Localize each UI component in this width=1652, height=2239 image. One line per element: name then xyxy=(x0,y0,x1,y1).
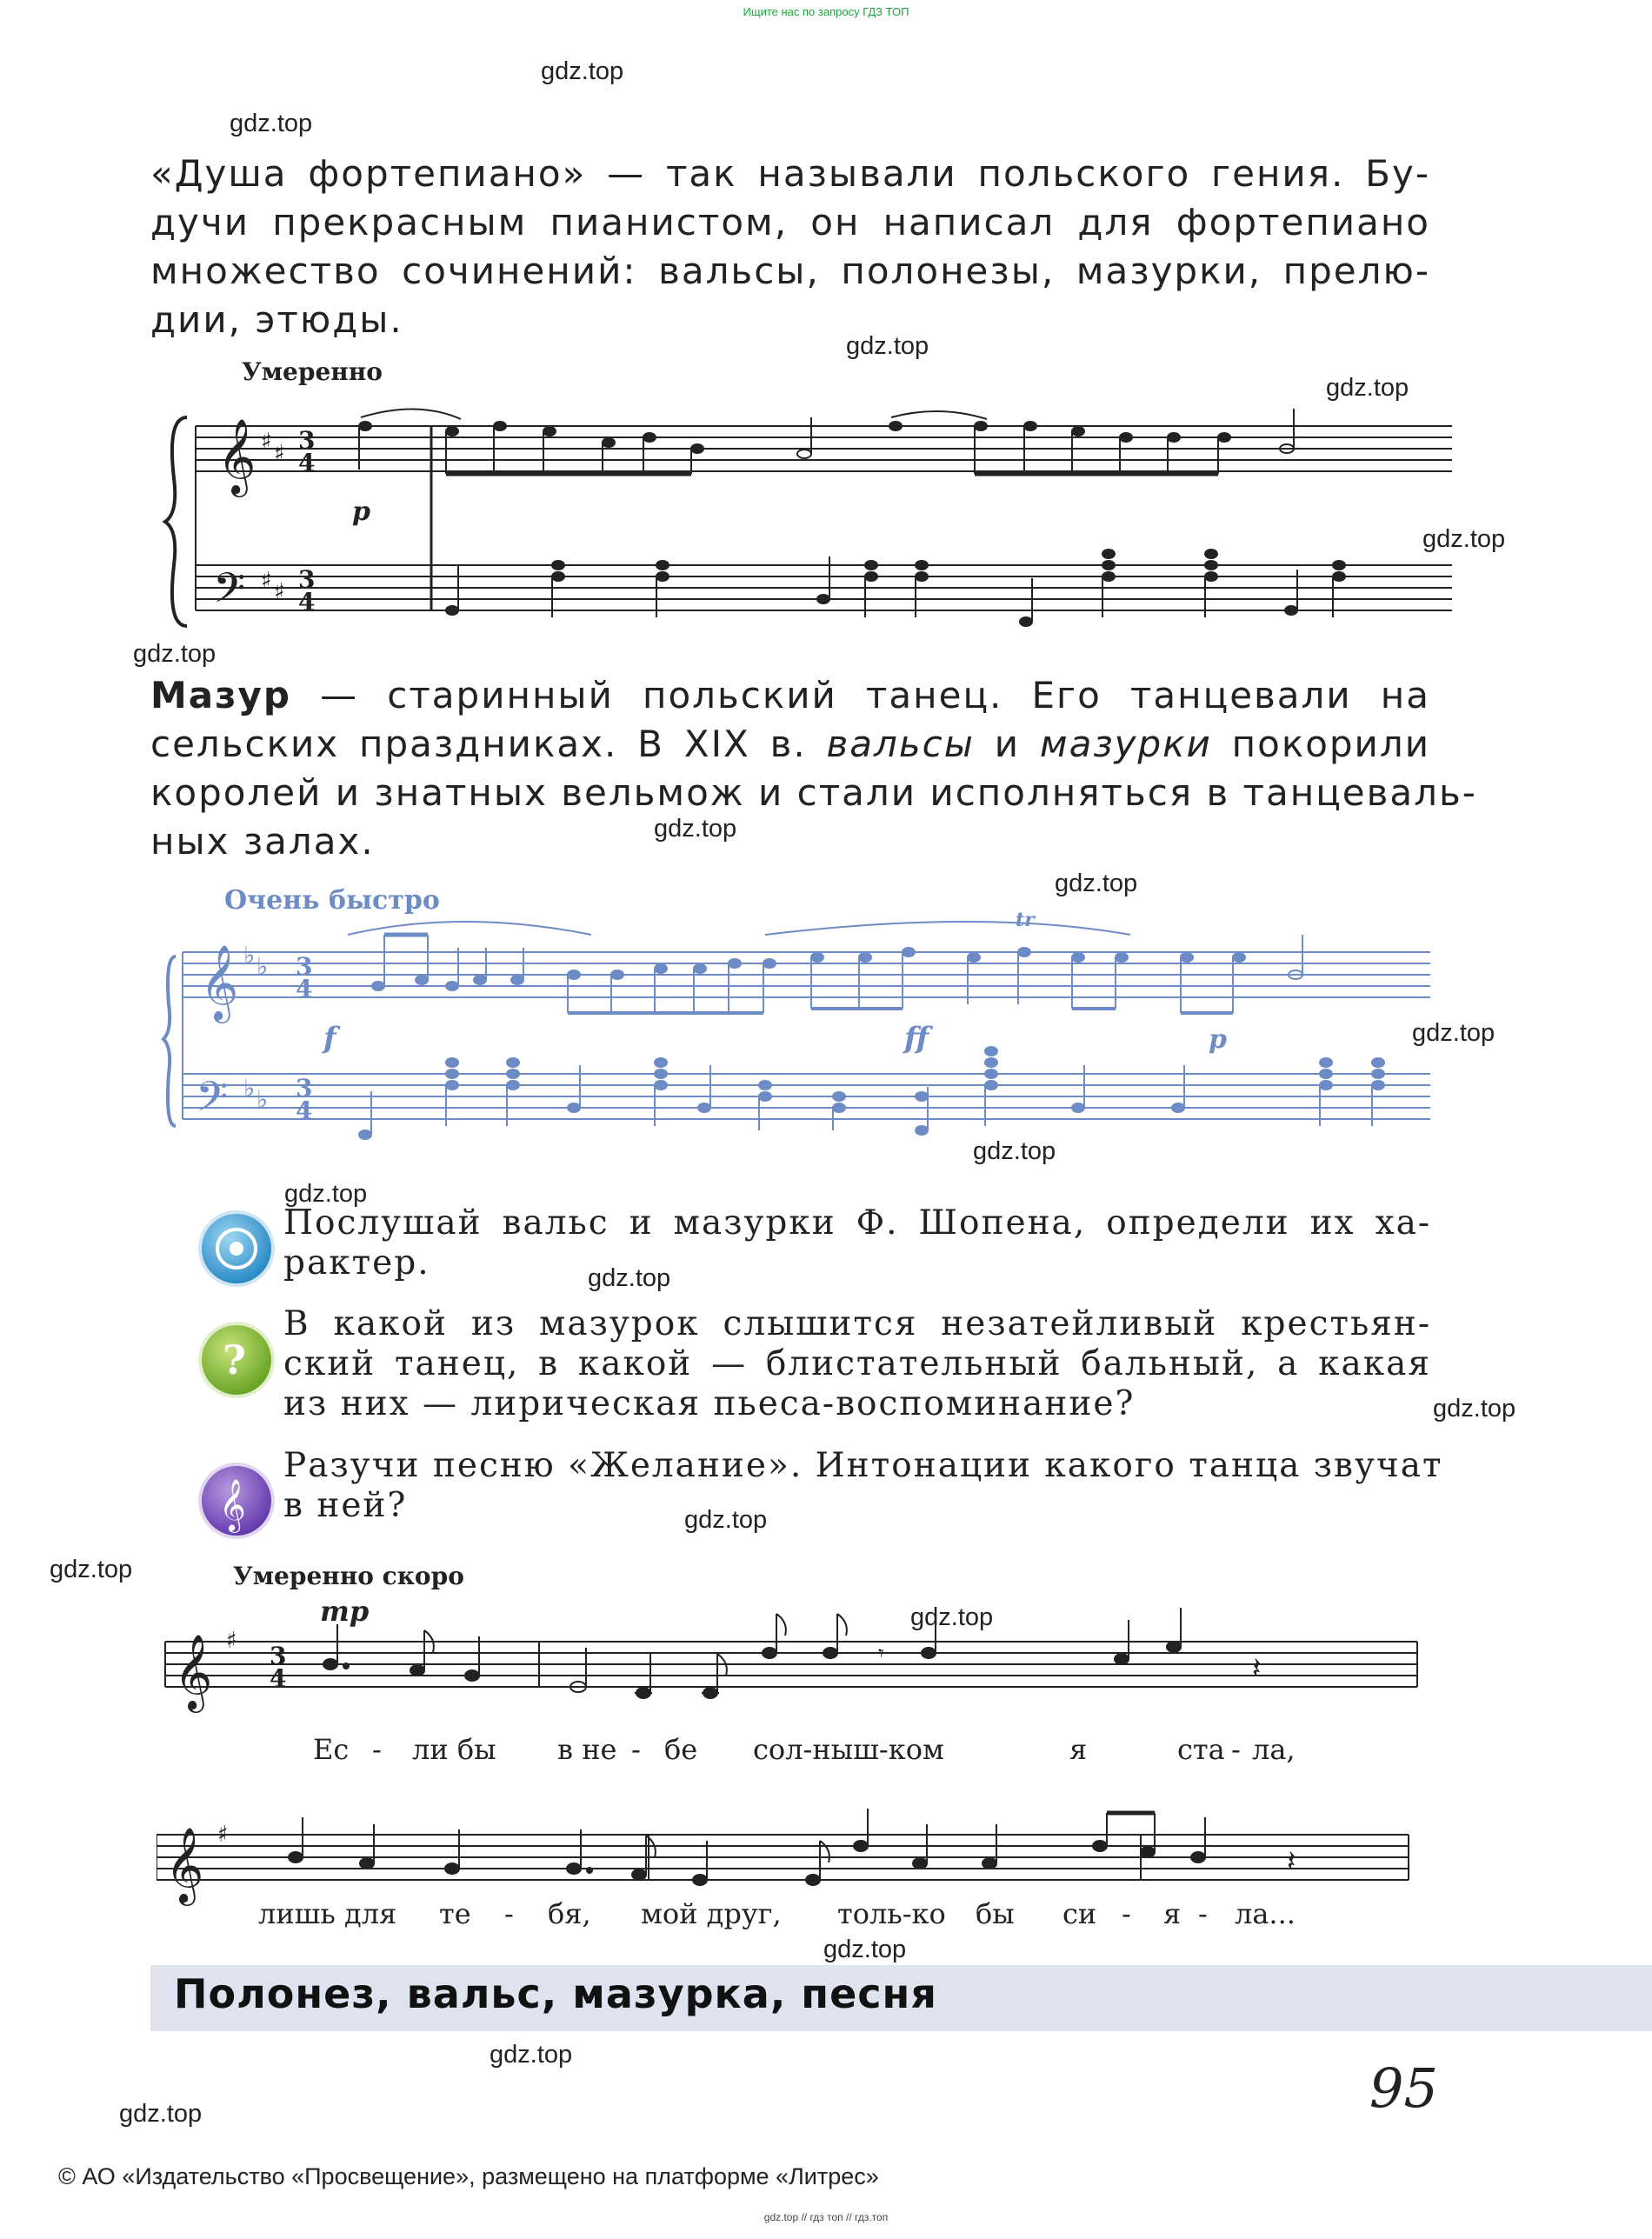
text-line: Послушай вальс и мазурки Ф. Шопена, определи их ха- xyxy=(283,1203,1431,1243)
lyric: в не xyxy=(557,1733,617,1766)
paragraph-mazur xyxy=(150,671,1477,866)
lyric: лишь для xyxy=(258,1897,397,1930)
svg-text:♭: ♭ xyxy=(256,1085,269,1114)
score-mazurka xyxy=(157,909,1461,1152)
watermark: gdz.top xyxy=(1326,374,1409,402)
lyric: Ес xyxy=(313,1733,350,1766)
dynamic-marking: p xyxy=(1209,1024,1227,1055)
watermark: gdz.top xyxy=(588,1264,671,1292)
svg-text:♯: ♯ xyxy=(274,441,285,467)
lyric: я xyxy=(1069,1733,1088,1766)
text-line: множество сочинений: вальсы, полонезы, мазурки, прелю- xyxy=(150,250,1430,292)
svg-text:𝄞: 𝄞 xyxy=(219,1479,246,1531)
lyric: толь-ко xyxy=(837,1897,946,1930)
lyric: мой друг, xyxy=(641,1897,782,1930)
text-line: ский танец, в какой — блистательный бальный, а какая xyxy=(283,1344,1431,1383)
question-icon xyxy=(198,1322,275,1398)
lyric: си xyxy=(1062,1897,1097,1930)
svg-text:𝄽: 𝄽 xyxy=(1252,1651,1262,1686)
text-fragment: и xyxy=(974,723,1040,765)
text-line: дучи прекрасным пианистом, он написал для фортепиано xyxy=(150,201,1430,243)
treble-clef: 𝄞 xyxy=(165,1826,204,1902)
lyric: сол-ныш-ком xyxy=(753,1733,944,1766)
question-icon xyxy=(202,1325,271,1395)
svg-text:♯: ♯ xyxy=(217,1822,229,1848)
tempo-marking: Умеренно xyxy=(242,357,383,386)
tempo-marking: Очень быстро xyxy=(224,885,440,916)
svg-text:♯: ♯ xyxy=(274,579,285,605)
task-listen xyxy=(283,1203,1431,1283)
lyric: бя, xyxy=(548,1897,591,1930)
lyric: - xyxy=(631,1733,641,1766)
time-signature-top: 3 xyxy=(298,565,316,594)
watermark: gdz.top xyxy=(230,110,313,137)
watermark: gdz.top xyxy=(284,1180,368,1208)
lyric: те xyxy=(439,1897,471,1930)
watermark: gdz.top xyxy=(846,332,929,360)
svg-text:?: ? xyxy=(223,1336,246,1383)
watermark: gdz.top xyxy=(541,57,624,85)
watermark: gdz.top xyxy=(1422,525,1506,553)
watermark: gdz.top xyxy=(910,1603,994,1631)
section-title: Полонез, вальс, мазурка, песня xyxy=(174,1970,937,2017)
lyric: бе xyxy=(664,1733,698,1766)
footer-note: gdz.top // гдз топ // гдз.топ xyxy=(763,2211,889,2223)
treble-clef-icon xyxy=(202,1466,271,1536)
watermark: gdz.top xyxy=(133,640,216,668)
time-signature-bottom: 4 xyxy=(298,588,316,616)
term-mazurkas: мазурки xyxy=(1039,723,1212,765)
svg-text:♭: ♭ xyxy=(243,941,256,970)
lyric: - xyxy=(372,1733,382,1766)
task-question xyxy=(283,1304,1431,1424)
notes xyxy=(348,922,1384,1139)
watermark: gdz.top xyxy=(823,1936,907,1963)
text-line: рактер. xyxy=(283,1243,430,1283)
watermark: gdz.top xyxy=(1412,1019,1495,1047)
score-waltz xyxy=(157,383,1461,643)
text-line: «Душа фортепиано» — так называли польского гения. Бу- xyxy=(150,152,1430,195)
text-line: в ней? xyxy=(283,1486,408,1525)
tempo-marking: Умеренно скоро xyxy=(233,1562,464,1590)
lyric: я xyxy=(1163,1897,1182,1930)
time-signature-top: 3 xyxy=(296,1074,313,1103)
time-signature-top: 3 xyxy=(298,426,316,455)
dynamic-marking: p xyxy=(352,496,370,527)
watermark: gdz.top xyxy=(1433,1395,1516,1423)
lyric: ла... xyxy=(1235,1897,1296,1930)
time-signature-bottom: 4 xyxy=(298,449,316,477)
dynamic-marking: ff xyxy=(904,1021,929,1056)
time-signature-bottom: 4 xyxy=(296,975,313,1003)
dynamic-marking: mp xyxy=(320,1595,370,1628)
page-number: 95 xyxy=(1369,2056,1438,2120)
listen-icon xyxy=(202,1214,271,1283)
listen-icon xyxy=(198,1210,275,1287)
paragraph-chopin xyxy=(150,150,1430,344)
svg-text:♭: ♭ xyxy=(243,1074,256,1103)
text-line: Разучи песню «Желание». Интонации какого танца звучат xyxy=(283,1446,1443,1485)
term-waltzes: вальсы xyxy=(826,723,975,765)
watermark: gdz.top xyxy=(119,2100,203,2128)
header-note: Ищите нас по запросу ГДЗ ТОП xyxy=(743,5,909,18)
time-signature-bottom: 4 xyxy=(270,1664,287,1693)
watermark: gdz.top xyxy=(654,815,737,843)
text-fragment: — старинный польский танец. Его танцевали на xyxy=(290,674,1430,716)
text-line: из них — лирическая пьеса-воспоминание? xyxy=(283,1384,1136,1423)
treble-clef: 𝄞 xyxy=(174,1633,213,1709)
time-signature-top: 3 xyxy=(270,1642,287,1670)
lyric: - xyxy=(1122,1897,1131,1930)
treble-clef: 𝄞 xyxy=(217,417,256,494)
task-song xyxy=(283,1446,1443,1526)
term-mazur: Мазур xyxy=(150,674,291,716)
svg-text:♭: ♭ xyxy=(256,952,269,981)
bass-clef: 𝄢 xyxy=(196,1072,229,1131)
text-line: В какой из мазурок слышится незатейливый крестьян- xyxy=(283,1304,1431,1343)
lyric: - xyxy=(1231,1733,1241,1766)
watermark: gdz.top xyxy=(973,1137,1056,1165)
lyric: ла, xyxy=(1252,1733,1296,1766)
time-signature-bottom: 4 xyxy=(296,1096,313,1125)
svg-text:𝄾: 𝄾 xyxy=(878,1641,884,1667)
lyric: бы xyxy=(976,1897,1015,1930)
treble-clef-icon xyxy=(198,1463,275,1539)
copyright: © АО «Издательство «Просвещение», размещено на платформе «Литрес» xyxy=(58,2163,879,2189)
lyric: ста xyxy=(1177,1733,1225,1766)
treble-clef: 𝄞 xyxy=(200,943,239,1020)
watermark: gdz.top xyxy=(50,1556,133,1583)
svg-text:♯: ♯ xyxy=(226,1628,237,1654)
watermark: gdz.top xyxy=(684,1506,768,1534)
lyric: ли бы xyxy=(412,1733,496,1766)
lyric: - xyxy=(504,1897,514,1930)
svg-text:♯: ♯ xyxy=(261,568,272,594)
text-line: ных залах. xyxy=(150,820,375,863)
text-fragment: сельских праздниках. В XIX в. xyxy=(150,723,827,765)
bass-clef: 𝄢 xyxy=(213,563,246,623)
watermark: gdz.top xyxy=(490,2041,573,2069)
time-signature-top: 3 xyxy=(296,952,313,981)
text-fragment: покорили xyxy=(1211,723,1430,765)
dynamic-marking: f xyxy=(323,1021,336,1056)
notes xyxy=(359,409,1345,626)
watermark: gdz.top xyxy=(1055,870,1138,897)
svg-text:♯: ♯ xyxy=(261,429,272,455)
lyric: - xyxy=(1198,1897,1208,1930)
svg-text:𝄽: 𝄽 xyxy=(1287,1844,1296,1879)
trill-marking: tr xyxy=(1016,909,1035,931)
text-line: дии, этюды. xyxy=(150,298,403,341)
text-line: королей и знатных вельмож и стали исполняться в танцеваль- xyxy=(150,771,1477,814)
